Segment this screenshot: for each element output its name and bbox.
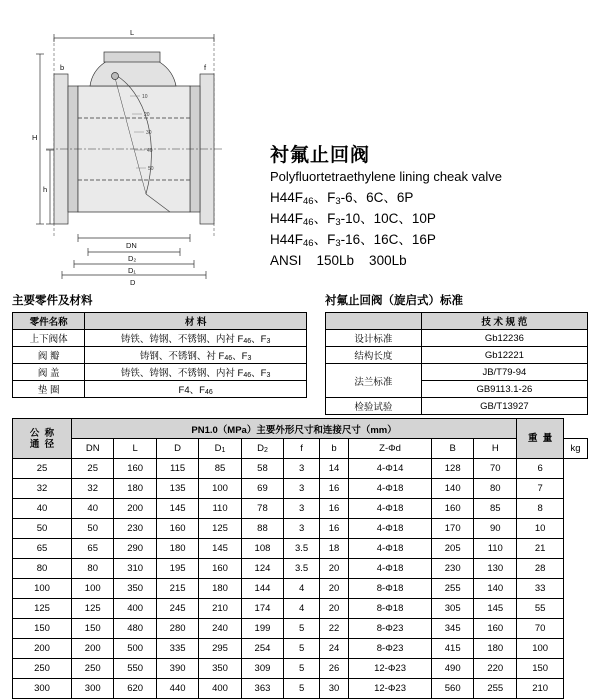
standard-value: Gb12221 [421,347,587,364]
table-row [326,347,588,364]
cell-L: 620 [114,679,156,699]
table-row [13,330,307,347]
cell-DN: 125 [72,599,114,619]
cell-nominal: 250 [13,659,72,679]
cell-kg: 21 [517,539,564,559]
cell-D1: 350 [199,659,241,679]
cell-H: 145 [474,599,517,619]
cell-H: 90 [474,519,517,539]
cell-L: 400 [114,599,156,619]
cell-DN: 50 [72,519,114,539]
cell-b: 20 [319,599,348,619]
table-row [13,479,588,499]
cell-nominal: 40 [13,499,72,519]
table-row [13,539,588,559]
cell-DN: 40 [72,499,114,519]
table-row [13,347,307,364]
cell-B: 345 [431,619,473,639]
nominal-diameter-header: 公 称 通 径 [13,419,72,459]
table-row [13,364,307,381]
cell-b: 14 [319,459,348,479]
cell-nominal: 80 [13,559,72,579]
cell-D: 115 [156,459,198,479]
cell-D2: 58 [241,459,283,479]
weight-header: 重 量 [517,419,564,459]
standard-value: JB/T79-94 [421,364,587,381]
standard-value: Gb12236 [421,330,587,347]
cell-H: 140 [474,579,517,599]
cell-L: 160 [114,459,156,479]
cell-D: 215 [156,579,198,599]
part-name: 阀 瓣 [13,347,85,364]
product-title-en: Polyfluortetraethylene lining cheak valve [270,169,502,184]
cell-Zd: 8-Φ18 [349,579,432,599]
table-row [13,619,588,639]
model-line-4: ANSI 150Lb 300Lb [270,253,407,268]
cell-L: 290 [114,539,156,559]
cell-D: 390 [156,659,198,679]
cell-b: 16 [319,519,348,539]
cell-nominal: 200 [13,639,72,659]
table-row [326,330,588,347]
product-title-cn: 衬氟止回阀 [270,145,371,166]
cell-Zd: 4-Φ18 [349,479,432,499]
cell-kg: 100 [517,639,564,659]
cell-L: 550 [114,659,156,679]
cell-H: 220 [474,659,517,679]
cell-D: 335 [156,639,198,659]
standard-item: 检验试验 [326,398,422,415]
cell-Zd: 8-Φ23 [349,639,432,659]
table-row [326,398,588,415]
cell-D2: 108 [241,539,283,559]
cell-D1: 85 [199,459,241,479]
cell-D: 180 [156,539,198,559]
cell-D2: 88 [241,519,283,539]
cell-b: 20 [319,579,348,599]
cell-B: 128 [431,459,473,479]
cell-b: 16 [319,499,348,519]
dim-label-b: b [60,63,65,72]
model-line-3: $H44F_{46}$、$F_3-16$、16C、16P [270,232,436,249]
col-header-D2: D2 [241,439,283,459]
cell-b: 20 [319,559,348,579]
cell-D: 245 [156,599,198,619]
cell-DN: 32 [72,479,114,499]
cell-Zd: 4-Φ18 [349,499,432,519]
dimension-group-header: PN1.0（MPa）主要外形尺寸和连接尺寸（mm） [72,419,517,439]
cell-D: 195 [156,559,198,579]
cell-nominal: 25 [13,459,72,479]
cell-nominal: 300 [13,679,72,699]
cell-B: 255 [431,579,473,599]
parts-material-section [12,292,307,398]
cell-B: 305 [431,599,473,619]
cell-D: 440 [156,679,198,699]
cell-B: 140 [431,479,473,499]
table-row [13,599,588,619]
cell-D1: 100 [199,479,241,499]
dimension-table [12,418,588,699]
col-header-D: D [156,439,198,459]
table-row [13,679,588,699]
cell-D1: 295 [199,639,241,659]
cell-Zd: 4-Φ18 [349,519,432,539]
cell-Zd: 8-Φ18 [349,599,432,619]
table-row [13,459,588,479]
cell-Zd: 8-Φ23 [349,619,432,639]
col-header-Zd: Z-Φd [349,439,432,459]
svg-text:50: 50 [148,166,154,172]
col-header-DN: DN [72,439,114,459]
cell-D: 160 [156,519,198,539]
cell-f: 3.5 [284,539,320,559]
dim-label-L: L [130,28,135,37]
cell-nominal: 32 [13,479,72,499]
cell-B: 490 [431,659,473,679]
cell-Zd: 4-Φ18 [349,539,432,559]
valve-drawing-svg [18,22,258,287]
cell-H: 130 [474,559,517,579]
cell-D: 280 [156,619,198,639]
table-header-row [13,313,307,330]
standard-table-caption: 衬氟止回阀（旋启式）标准 [325,295,463,307]
standard-table [325,312,588,415]
cell-B: 230 [431,559,473,579]
svg-text:20: 20 [144,112,150,118]
col-header-f: f [284,439,320,459]
part-material: 铸铁、铸钢、不锈钢、内衬 F46、F3 [85,330,307,347]
cell-D: 145 [156,499,198,519]
cell-DN: 200 [72,639,114,659]
cell-D: 135 [156,479,198,499]
part-material: 铸钢、不锈钢、衬 F46、F3 [85,347,307,364]
cell-B: 560 [431,679,473,699]
cell-f: 3.5 [284,559,320,579]
table-row [13,519,588,539]
cell-H: 255 [474,679,517,699]
cell-D1: 240 [199,619,241,639]
table-row [13,659,588,679]
dim-label-D2: D₂ [128,254,137,263]
cell-b: 22 [319,619,348,639]
cell-D1: 210 [199,599,241,619]
cell-D2: 174 [241,599,283,619]
cell-nominal: 150 [13,619,72,639]
cell-b: 18 [319,539,348,559]
cell-L: 230 [114,519,156,539]
cell-b: 16 [319,479,348,499]
standard-item: 法兰标准 [326,364,422,398]
table-header-row [13,419,588,439]
model-line-2: $H44F_{46}$、$F_3-10$、10C、10P [270,211,436,228]
cell-f: 5 [284,679,320,699]
cell-f: 5 [284,659,320,679]
cell-D1: 160 [199,559,241,579]
cell-D2: 254 [241,639,283,659]
cell-B: 415 [431,639,473,659]
title-block [270,140,590,269]
table-header-row [13,439,588,459]
cell-kg: 6 [517,459,564,479]
cell-L: 500 [114,639,156,659]
cell-nominal: 50 [13,519,72,539]
standard-header-blank [326,313,422,330]
cell-kg: 55 [517,599,564,619]
dimension-section [12,418,588,699]
dim-label-D1: D₁ [128,266,136,275]
cell-H: 110 [474,539,517,559]
standard-value: GB/T13927 [421,398,587,415]
cell-Zd: 4-Φ14 [349,459,432,479]
cell-L: 310 [114,559,156,579]
col-header-H: H [474,439,517,459]
dim-label-D: D [130,278,136,287]
cell-DN: 250 [72,659,114,679]
table-header-row [326,313,588,330]
cell-nominal: 100 [13,579,72,599]
table-row [13,579,588,599]
cell-DN: 150 [72,619,114,639]
cell-B: 160 [431,499,473,519]
cell-b: 26 [319,659,348,679]
col-header-b: b [319,439,348,459]
col-header-B: B [431,439,473,459]
cell-H: 80 [474,479,517,499]
valve-technical-drawing [18,22,258,287]
cell-f: 5 [284,619,320,639]
cell-D2: 78 [241,499,283,519]
cell-kg: 33 [517,579,564,599]
cell-Zd: 12-Φ23 [349,659,432,679]
cell-DN: 100 [72,579,114,599]
part-material: F4、F46 [85,381,307,398]
cell-D2: 124 [241,559,283,579]
cell-kg: 70 [517,619,564,639]
cell-D1: 110 [199,499,241,519]
parts-material-table [12,312,307,398]
cell-D1: 125 [199,519,241,539]
standard-section [325,292,588,415]
cell-L: 480 [114,619,156,639]
part-name: 阀 盖 [13,364,85,381]
cell-f: 3 [284,479,320,499]
cell-f: 3 [284,459,320,479]
part-name: 上下阀体 [13,330,85,347]
cell-f: 4 [284,579,320,599]
cell-Zd: 12-Φ23 [349,679,432,699]
cell-H: 85 [474,499,517,519]
cell-kg: 210 [517,679,564,699]
standard-item: 设计标准 [326,330,422,347]
cell-f: 3 [284,519,320,539]
weight-unit: kg [564,439,588,459]
cell-D1: 180 [199,579,241,599]
table-row [326,364,588,381]
dim-label-H: H [32,133,38,142]
cell-D2: 309 [241,659,283,679]
cell-L: 180 [114,479,156,499]
cell-D2: 69 [241,479,283,499]
cell-nominal: 125 [13,599,72,619]
cell-H: 70 [474,459,517,479]
table-row [13,381,307,398]
model-line-1: $H44F_{46}$、$F_3-6$、6C、6P [270,190,414,207]
svg-text:10: 10 [142,94,148,100]
cell-H: 160 [474,619,517,639]
cell-b: 30 [319,679,348,699]
cell-L: 350 [114,579,156,599]
part-name: 垫 圈 [13,381,85,398]
dim-label-f: f [204,63,207,72]
standard-header-spec: 技 术 规 范 [421,313,587,330]
cell-D2: 144 [241,579,283,599]
table-row [13,559,588,579]
parts-header-material: 材 料 [85,313,307,330]
cell-f: 5 [284,639,320,659]
table-row [13,639,588,659]
cell-DN: 80 [72,559,114,579]
cell-DN: 65 [72,539,114,559]
cell-nominal: 65 [13,539,72,559]
cell-b: 24 [319,639,348,659]
standard-value: GB9113.1-26 [421,381,587,398]
dim-label-DN: DN [126,241,137,250]
cell-kg: 7 [517,479,564,499]
cell-kg: 10 [517,519,564,539]
cell-H: 180 [474,639,517,659]
table-row [13,499,588,519]
cell-B: 205 [431,539,473,559]
standard-item: 结构长度 [326,347,422,364]
cell-D1: 145 [199,539,241,559]
svg-text:40: 40 [147,148,153,154]
parts-table-caption: 主要零件及材料 [12,295,93,307]
part-material: 铸铁、铸钢、不锈钢、内衬 F46、F3 [85,364,307,381]
cell-kg: 150 [517,659,564,679]
parts-header-name: 零件名称 [13,313,85,330]
cell-Zd: 4-Φ18 [349,559,432,579]
dim-label-h: h [43,185,48,194]
col-header-D1: D1 [199,439,241,459]
cell-D2: 199 [241,619,283,639]
cell-D1: 400 [199,679,241,699]
cell-B: 170 [431,519,473,539]
cell-DN: 25 [72,459,114,479]
cell-L: 200 [114,499,156,519]
cell-D2: 363 [241,679,283,699]
cell-f: 3 [284,499,320,519]
svg-text:30: 30 [146,130,152,136]
cell-kg: 28 [517,559,564,579]
col-header-L: L [114,439,156,459]
cell-f: 4 [284,599,320,619]
cell-kg: 8 [517,499,564,519]
cell-DN: 300 [72,679,114,699]
